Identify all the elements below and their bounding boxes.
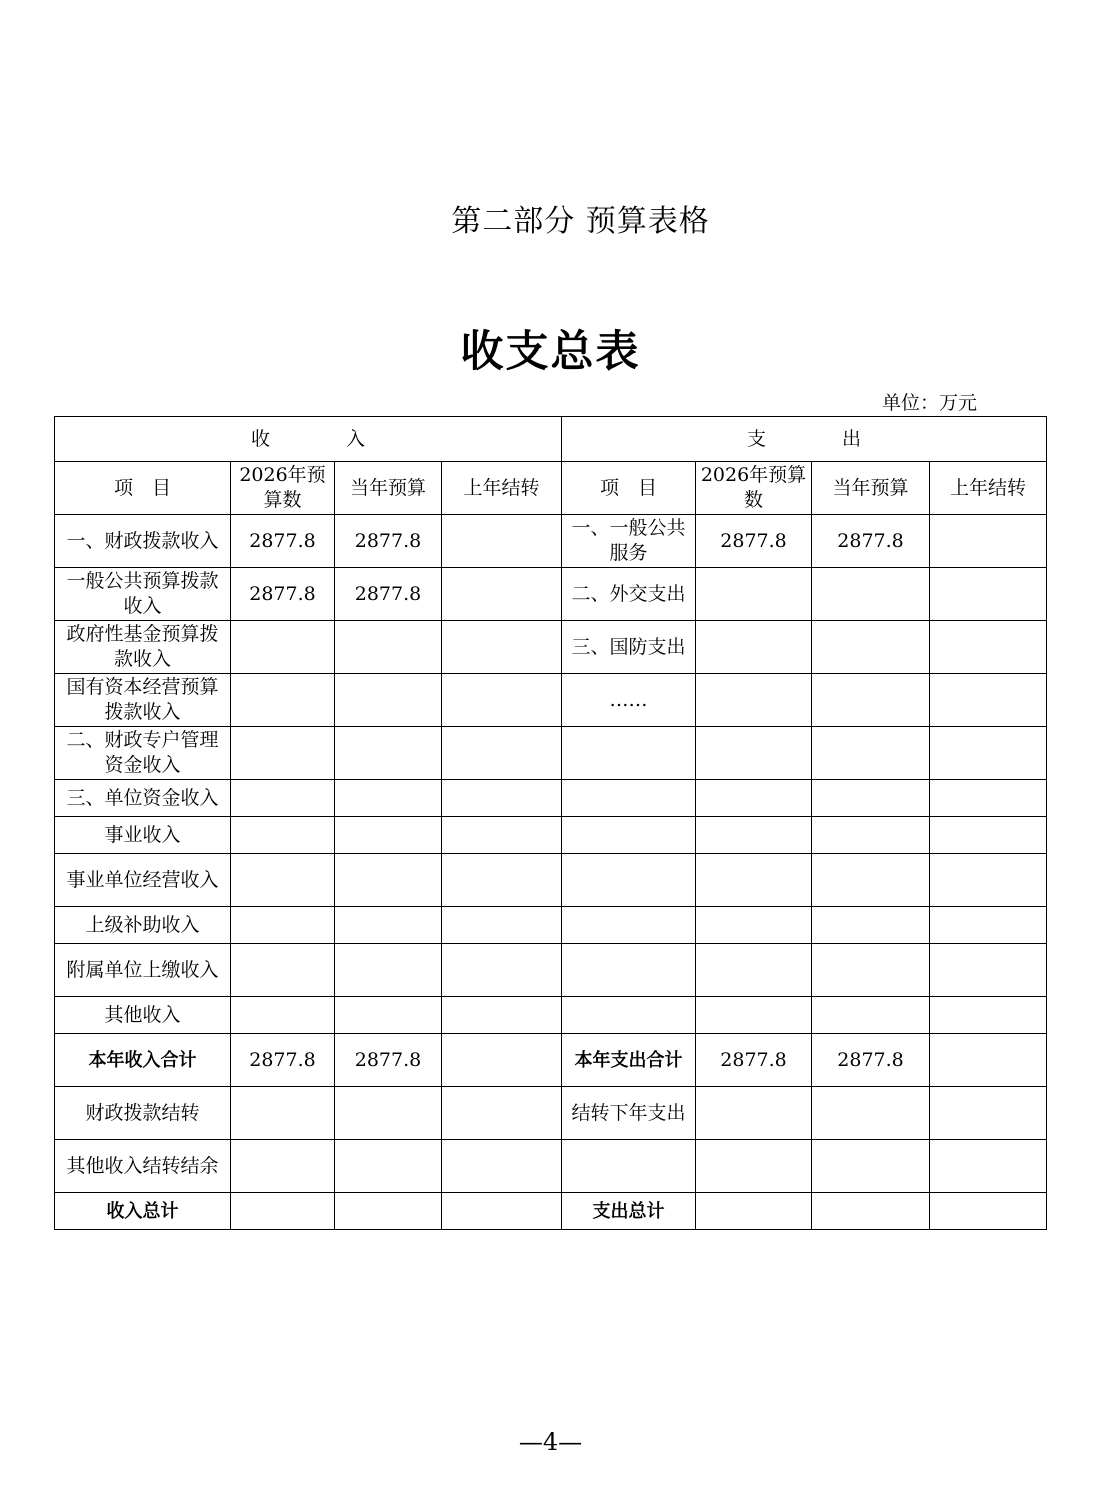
value-cell: 2877.8 (812, 1034, 930, 1087)
table-row (55, 568, 1047, 621)
item-cell: 二、外交支出 (562, 568, 696, 621)
expense-header: 支 出 (562, 417, 1047, 462)
item-cell: 政府性基金预算拨款收入 (55, 621, 231, 674)
value-cell (442, 1034, 562, 1087)
value-cell (442, 817, 562, 854)
value-cell: 2877.8 (696, 515, 812, 568)
value-cell (930, 907, 1047, 944)
item-cell (562, 1140, 696, 1193)
value-cell (696, 1193, 812, 1230)
value-cell (696, 727, 812, 780)
column-header: 2026年预算数 (696, 462, 812, 515)
value-cell (696, 944, 812, 997)
item-cell (562, 944, 696, 997)
value-cell (335, 1087, 442, 1140)
value-cell (812, 780, 930, 817)
value-cell (812, 997, 930, 1034)
value-cell (335, 854, 442, 907)
item-cell (562, 997, 696, 1034)
value-cell (812, 907, 930, 944)
value-cell (231, 944, 335, 997)
value-cell (812, 1193, 930, 1230)
value-cell (335, 1140, 442, 1193)
item-cell (562, 780, 696, 817)
value-cell (930, 568, 1047, 621)
value-cell (812, 568, 930, 621)
value-cell (696, 621, 812, 674)
page-number: —4— (518, 1428, 583, 1456)
item-cell: 支出总计 (562, 1193, 696, 1230)
value-cell (231, 621, 335, 674)
value-cell (442, 1140, 562, 1193)
column-header: 2026年预算数 (231, 462, 335, 515)
column-header: 当年预算 (812, 462, 930, 515)
value-cell (231, 854, 335, 907)
value-cell (930, 780, 1047, 817)
value-cell (812, 854, 930, 907)
part-title: 第二部分 预算表格 (451, 204, 710, 239)
item-cell: 二、财政专户管理资金收入 (55, 727, 231, 780)
value-cell (812, 944, 930, 997)
value-cell (930, 1087, 1047, 1140)
value-cell: 2877.8 (335, 515, 442, 568)
value-cell (231, 1140, 335, 1193)
section-header-row (55, 417, 1047, 462)
value-cell (930, 997, 1047, 1034)
column-header: 上年结转 (442, 462, 562, 515)
item-cell: 财政拨款结转 (55, 1087, 231, 1140)
value-cell (930, 817, 1047, 854)
table-row (55, 1034, 1047, 1087)
table-row (55, 817, 1047, 854)
table-row (55, 1087, 1047, 1140)
table-row (55, 1140, 1047, 1193)
value-cell (442, 674, 562, 727)
value-cell (231, 817, 335, 854)
item-cell: 事业单位经营收入 (55, 854, 231, 907)
item-cell: 结转下年支出 (562, 1087, 696, 1140)
value-cell (930, 1193, 1047, 1230)
value-cell (930, 1140, 1047, 1193)
item-cell: 收入总计 (55, 1193, 231, 1230)
value-cell (335, 780, 442, 817)
item-cell: 一般公共预算拨款收入 (55, 568, 231, 621)
value-cell (442, 727, 562, 780)
value-cell (696, 817, 812, 854)
column-header-row (55, 462, 1047, 515)
value-cell (442, 780, 562, 817)
value-cell (812, 1140, 930, 1193)
value-cell (696, 907, 812, 944)
value-cell (696, 674, 812, 727)
item-cell (562, 907, 696, 944)
item-cell: 国有资本经营预算拨款收入 (55, 674, 231, 727)
value-cell (442, 997, 562, 1034)
value-cell (231, 997, 335, 1034)
value-cell (812, 817, 930, 854)
value-cell (696, 997, 812, 1034)
column-header: 项 目 (55, 462, 231, 515)
value-cell (442, 621, 562, 674)
item-cell: 附属单位上缴收入 (55, 944, 231, 997)
table-row (55, 854, 1047, 907)
value-cell (930, 727, 1047, 780)
value-cell (231, 780, 335, 817)
table-row (55, 780, 1047, 817)
item-cell: …… (562, 674, 696, 727)
value-cell (930, 944, 1047, 997)
value-cell (335, 674, 442, 727)
value-cell: 2877.8 (696, 1034, 812, 1087)
unit-label: 单位：万元 (881, 392, 977, 414)
value-cell (335, 817, 442, 854)
table-row (55, 997, 1047, 1034)
table-row (55, 515, 1047, 568)
value-cell (231, 907, 335, 944)
value-cell: 2877.8 (335, 568, 442, 621)
value-cell (812, 674, 930, 727)
value-cell (696, 854, 812, 907)
value-cell (231, 674, 335, 727)
value-cell (442, 1087, 562, 1140)
item-cell: 本年收入合计 (55, 1034, 231, 1087)
value-cell (696, 568, 812, 621)
value-cell (335, 727, 442, 780)
value-cell (231, 1087, 335, 1140)
table-row (55, 907, 1047, 944)
value-cell (442, 854, 562, 907)
item-cell: 本年支出合计 (562, 1034, 696, 1087)
value-cell (930, 621, 1047, 674)
table-row (55, 1193, 1047, 1230)
item-cell (562, 817, 696, 854)
value-cell (442, 568, 562, 621)
item-cell (562, 727, 696, 780)
value-cell (930, 515, 1047, 568)
table-row (55, 621, 1047, 674)
value-cell (231, 1193, 335, 1230)
income-header: 收 入 (55, 417, 562, 462)
value-cell (335, 621, 442, 674)
table-row (55, 674, 1047, 727)
value-cell: 2877.8 (231, 568, 335, 621)
value-cell (696, 1140, 812, 1193)
item-cell: 三、单位资金收入 (55, 780, 231, 817)
value-cell (442, 515, 562, 568)
value-cell (812, 727, 930, 780)
value-cell (812, 621, 930, 674)
page-title: 收支总表 (460, 327, 641, 377)
value-cell (930, 1034, 1047, 1087)
item-cell: 一、一般公共服务 (562, 515, 696, 568)
value-cell (335, 907, 442, 944)
value-cell: 2877.8 (231, 515, 335, 568)
value-cell: 2877.8 (812, 515, 930, 568)
column-header: 项 目 (562, 462, 696, 515)
table-row (55, 727, 1047, 780)
column-header: 当年预算 (335, 462, 442, 515)
value-cell (335, 1193, 442, 1230)
value-cell (335, 944, 442, 997)
value-cell (930, 674, 1047, 727)
item-cell: 事业收入 (55, 817, 231, 854)
value-cell (696, 1087, 812, 1140)
value-cell (442, 907, 562, 944)
item-cell: 上级补助收入 (55, 907, 231, 944)
item-cell (562, 854, 696, 907)
value-cell (442, 944, 562, 997)
budget-summary-table (54, 416, 1047, 1230)
value-cell (231, 727, 335, 780)
table-row (55, 944, 1047, 997)
column-header: 上年结转 (930, 462, 1047, 515)
value-cell (442, 1193, 562, 1230)
value-cell (812, 1087, 930, 1140)
value-cell (696, 780, 812, 817)
value-cell (335, 997, 442, 1034)
item-cell: 其他收入结转结余 (55, 1140, 231, 1193)
item-cell: 其他收入 (55, 997, 231, 1034)
value-cell: 2877.8 (335, 1034, 442, 1087)
value-cell (930, 854, 1047, 907)
item-cell: 三、国防支出 (562, 621, 696, 674)
item-cell: 一、财政拨款收入 (55, 515, 231, 568)
value-cell: 2877.8 (231, 1034, 335, 1087)
